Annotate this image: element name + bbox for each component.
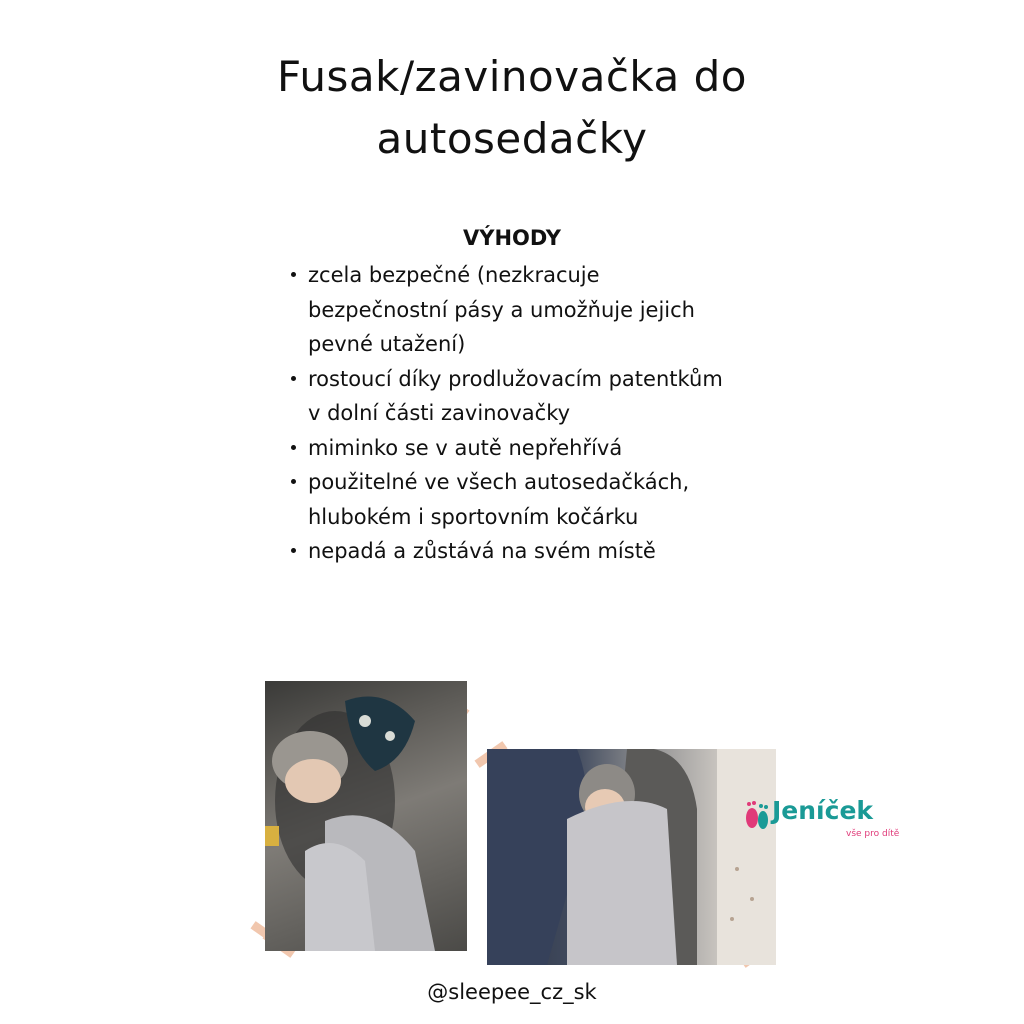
brand-name: Jeníček (772, 796, 874, 825)
page-title (0, 46, 1024, 170)
title-line-2: autosedačky (376, 114, 648, 163)
social-handle: @sleepee_cz_sk (427, 980, 597, 1004)
benefits-list (288, 258, 728, 569)
photo-illustration (265, 681, 467, 951)
photo-baby-car-seat-2 (487, 749, 776, 965)
benefit-item: miminko se v autě nepřehřívá (288, 431, 728, 466)
benefit-item: použitelné ve všech autosedačkách, hlubokém i sportovním kočárku (288, 465, 728, 534)
benefit-item: zcela bezpečné (nezkracuje bezpečnostní pásy a umožňuje jejich pevné utažení) (288, 258, 728, 362)
photo-illustration (487, 749, 776, 965)
brand-tagline: vše pro dítě (846, 829, 900, 839)
title-line-1: Fusak/zavinovačka do (277, 52, 747, 101)
baby-feet-icon (744, 798, 770, 832)
brand-logo (744, 796, 904, 846)
benefit-item: rostoucí díky prodlužovacím patentkům v dolní části zavinovačky (288, 362, 728, 431)
benefits-heading: VÝHODY (463, 226, 561, 250)
photo-baby-car-seat-1 (265, 681, 467, 951)
benefit-item: nepadá a zůstává na svém místě (288, 534, 728, 569)
